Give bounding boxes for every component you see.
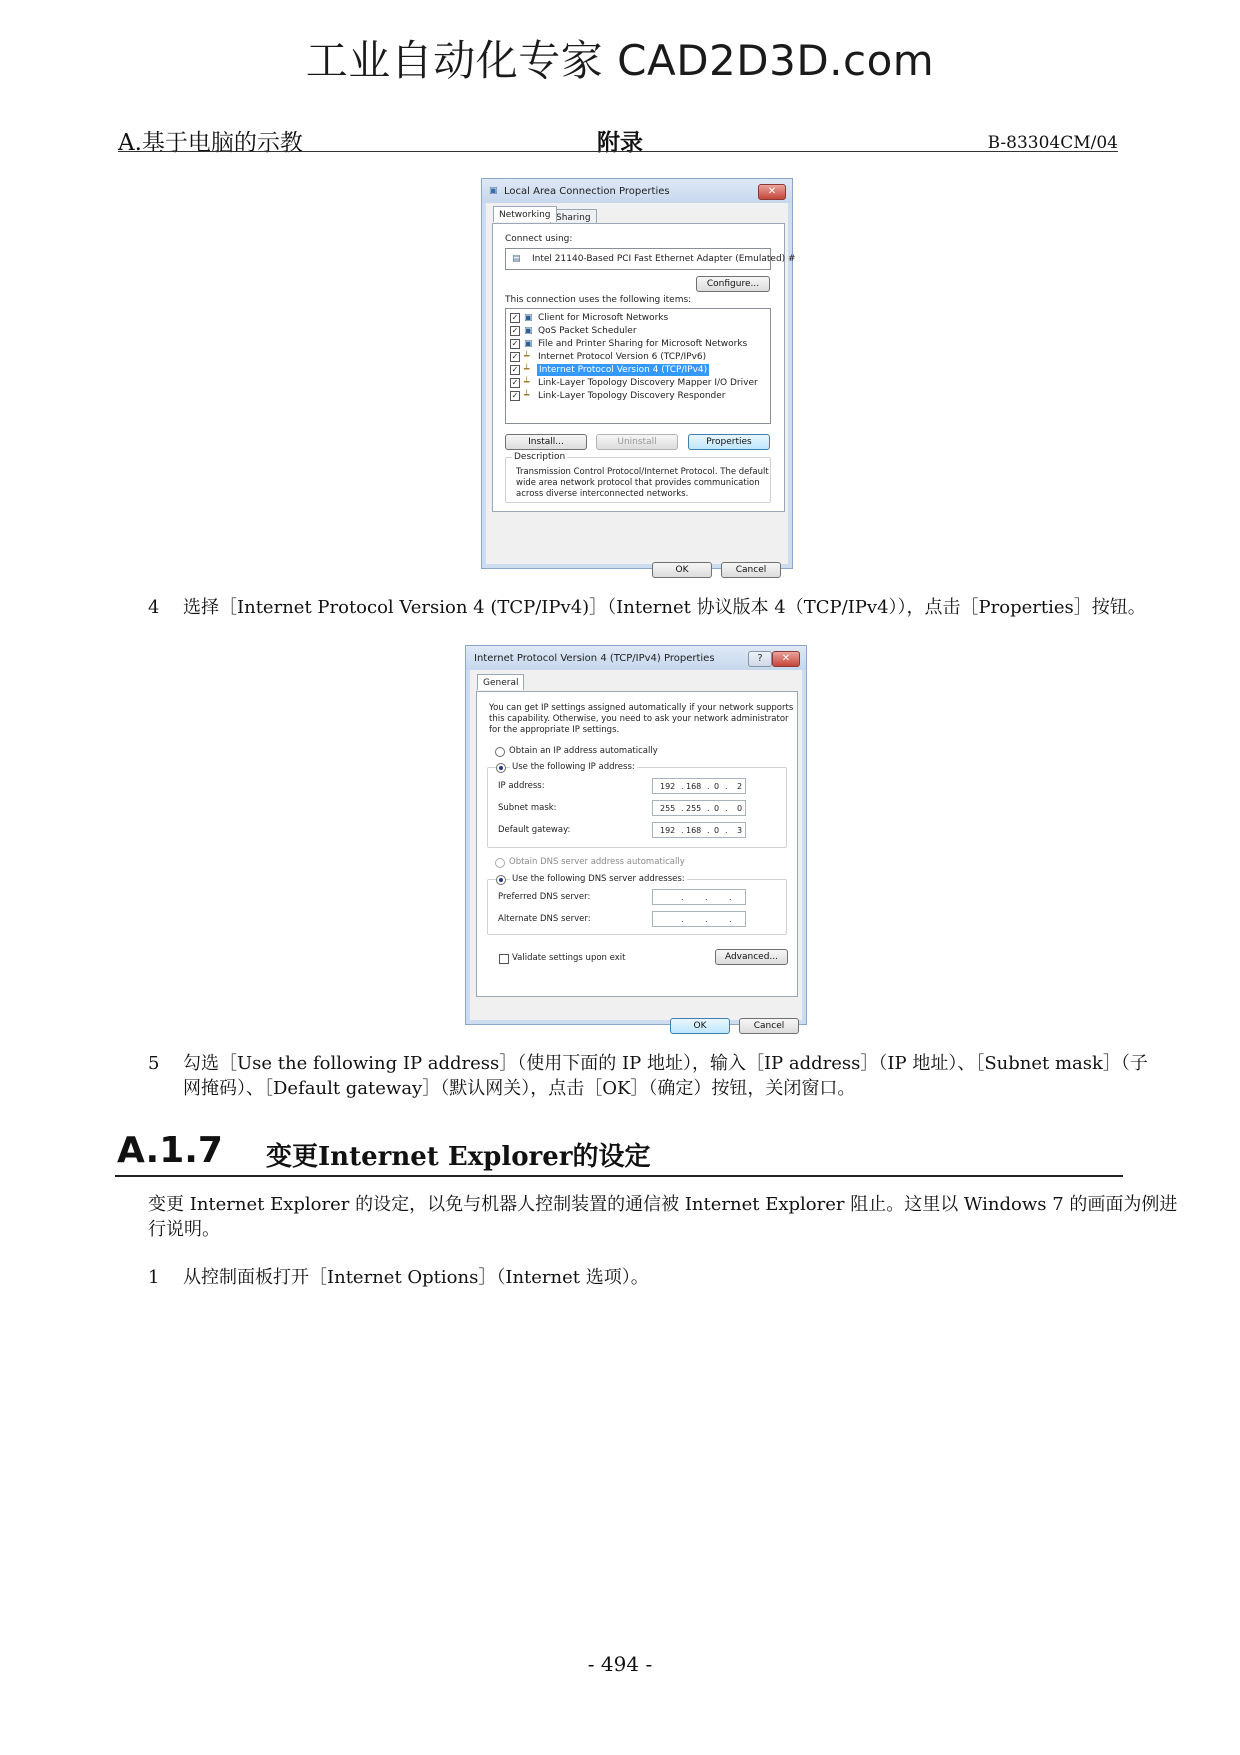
subnet-mask-field[interactable] — [652, 800, 746, 816]
check-icon[interactable]: ✓ — [511, 313, 519, 322]
ip-octet: 192 — [660, 826, 676, 835]
preferred-dns-label: Preferred DNS server: — [498, 892, 591, 902]
dialog-client — [470, 670, 802, 1031]
adapter-name: Intel 21140-Based PCI Fast Ethernet Adapter (Emulated) # — [532, 254, 796, 264]
network-client-icon: ▣ — [524, 326, 533, 336]
configure-button[interactable]: Configure... — [696, 276, 770, 292]
advanced-button[interactable]: Advanced... — [715, 949, 788, 965]
header-rule — [118, 151, 1118, 152]
items-list[interactable] — [505, 308, 771, 424]
dialog-titlebar — [466, 646, 806, 670]
ip-dot: . — [681, 826, 684, 835]
header-section: 附录 — [597, 129, 643, 156]
tab-sharing[interactable]: Sharing — [550, 209, 597, 225]
dns-group — [487, 874, 787, 935]
list-item-selected[interactable] — [510, 364, 765, 377]
ip-octet: 168 — [686, 782, 702, 791]
auto-dns-radio[interactable] — [495, 858, 505, 868]
description-label: Description — [514, 452, 566, 462]
close-icon: ✕ — [767, 186, 777, 197]
list-item[interactable] — [510, 338, 765, 351]
check-icon[interactable]: ✓ — [511, 391, 519, 400]
step-text-line1: 勾选［Use the following IP address］（使用下面的 IP 地址），输入［IP address］（IP 地址）、［Subnet mask］（子 — [183, 1053, 1148, 1074]
preferred-dns-field[interactable] — [652, 889, 746, 905]
cancel-button[interactable]: Cancel — [739, 1018, 799, 1034]
check-icon[interactable]: ✓ — [511, 339, 519, 348]
ip-octet: 0 — [714, 782, 720, 791]
intro-line: for the appropriate IP settings. — [489, 725, 620, 735]
use-ip-label: Use the following IP address: — [512, 762, 635, 772]
ip-dot: . — [705, 893, 708, 902]
check-icon[interactable]: ✓ — [511, 365, 519, 374]
protocol-icon: ┷ — [524, 391, 530, 401]
step-number: 4 — [148, 597, 160, 618]
check-icon[interactable]: ✓ — [511, 378, 519, 387]
section-paragraph-line1: 变更 Internet Explorer 的设定，以免与机器人控制装置的通信被 Internet Explorer 阻止。这里以 Windows 7 的画面为例进 — [148, 1194, 1178, 1215]
ip-octet: 0 — [714, 826, 720, 835]
help-button[interactable] — [748, 651, 772, 667]
check-icon[interactable]: ✓ — [511, 352, 519, 361]
ip-dot: . — [681, 915, 684, 924]
close-button[interactable] — [758, 184, 786, 200]
list-item[interactable] — [510, 390, 765, 403]
ip-dot: . — [705, 915, 708, 924]
ip-octet: 0 — [714, 804, 720, 813]
ok-button[interactable]: OK — [670, 1018, 730, 1034]
alternate-dns-field[interactable] — [652, 911, 746, 927]
description-line: across diverse interconnected networks. — [516, 489, 689, 499]
close-button[interactable] — [772, 651, 800, 667]
use-ip-radio[interactable] — [496, 763, 506, 773]
ip-dot: . — [729, 915, 732, 924]
ip-dot: . — [707, 782, 710, 791]
list-item[interactable] — [510, 351, 765, 364]
use-dns-label: Use the following DNS server addresses: — [512, 874, 685, 884]
auto-dns-label: Obtain DNS server address automatically — [509, 857, 685, 867]
default-gateway-label: Default gateway: — [498, 825, 571, 835]
tab-networking[interactable]: Networking — [493, 206, 557, 222]
network-client-icon: ▣ — [524, 313, 533, 323]
ip-octet: 2 — [737, 782, 743, 791]
ip-octet: 168 — [686, 826, 702, 835]
adapter-field — [505, 248, 796, 270]
header-docnum: B-83304CM/04 — [987, 133, 1118, 153]
description-line: Transmission Control Protocol/Internet Protocol. The default — [516, 467, 769, 477]
step-text: 选择［Internet Protocol Version 4 (TCP/IPv4)］（Internet 协议版本 4（TCP/IPv4）），点击［Properties］按钮。 — [183, 597, 1146, 618]
dialog-titlebar — [482, 179, 792, 203]
protocol-icon: ┷ — [524, 378, 530, 388]
description-group — [505, 452, 771, 503]
ip-dot: . — [681, 893, 684, 902]
ipv4-properties-dialog — [465, 645, 807, 1031]
connect-using-label: Connect using: — [505, 234, 573, 244]
list-item-label: Link-Layer Topology Discovery Responder — [538, 391, 726, 401]
ip-dot: . — [725, 826, 728, 835]
ip-octet: 0 — [737, 804, 743, 813]
list-item-label: Internet Protocol Version 4 (TCP/IPv4) — [539, 365, 708, 375]
default-gateway-field[interactable] — [652, 822, 746, 838]
network-client-icon: ▣ — [524, 339, 533, 349]
ip-address-group — [487, 762, 787, 848]
ip-dot: . — [681, 782, 684, 791]
ip-address-field[interactable] — [652, 778, 746, 794]
list-item[interactable] — [510, 377, 765, 390]
list-item-label: Internet Protocol Version 6 (TCP/IPv6) — [538, 352, 707, 362]
ip-dot: . — [725, 804, 728, 813]
close-icon: ✕ — [781, 653, 791, 664]
description-line: wide area network protocol that provides communication — [516, 478, 760, 488]
intro-line: this capability. Otherwise, you need to ask your network administrator — [489, 714, 789, 724]
use-dns-radio[interactable] — [496, 875, 506, 885]
uninstall-button[interactable]: Uninstall — [596, 434, 678, 450]
dialog-title: Internet Protocol Version 4 (TCP/IPv4) Properties — [474, 653, 715, 664]
page-number: - 494 - — [587, 1652, 653, 1676]
auto-ip-label: Obtain an IP address automatically — [509, 746, 658, 756]
help-icon: ? — [757, 653, 763, 664]
step-number: 5 — [148, 1053, 160, 1074]
ip-dot: . — [725, 782, 728, 791]
lan-properties-dialog — [481, 178, 796, 575]
list-item-label: QoS Packet Scheduler — [538, 326, 637, 336]
step-text: 从控制面板打开［Internet Options］（Internet 选项）。 — [183, 1267, 649, 1288]
ip-dot: . — [681, 804, 684, 813]
ip-address-label: IP address: — [498, 781, 545, 791]
ip-dot: . — [707, 826, 710, 835]
cancel-button[interactable]: Cancel — [721, 562, 781, 578]
section-paragraph-line2: 行说明。 — [148, 1219, 220, 1240]
subnet-mask-label: Subnet mask: — [498, 803, 557, 813]
protocol-icon: ┷ — [524, 352, 530, 362]
step-number: 1 — [148, 1267, 160, 1288]
list-item[interactable] — [510, 325, 765, 338]
ip-octet: 255 — [660, 804, 676, 813]
ok-button[interactable]: OK — [652, 562, 712, 578]
network-adapter-icon: ▣ — [489, 186, 498, 196]
validate-checkbox[interactable] — [499, 954, 509, 964]
ip-octet: 255 — [686, 804, 702, 813]
install-button[interactable]: Install... — [505, 434, 587, 450]
auto-ip-radio[interactable] — [495, 747, 505, 757]
networking-panel — [492, 223, 796, 512]
items-label: This connection uses the following items: — [505, 295, 692, 305]
protocol-icon: ┷ — [524, 365, 530, 375]
intro-line: You can get IP settings assigned automatically if your network supports — [489, 703, 794, 713]
watermark-text: 工业自动化专家 CAD2D3D.com — [305, 36, 935, 85]
ip-octet: 3 — [737, 826, 743, 835]
section-title: 变更Internet Explorer的设定 — [266, 1142, 651, 1172]
tab-general[interactable]: General — [477, 674, 524, 690]
list-item-label: Link-Layer Topology Discovery Mapper I/O Driver — [538, 378, 758, 388]
list-item-label: Client for Microsoft Networks — [538, 313, 669, 323]
ip-octet: 192 — [660, 782, 676, 791]
dialog-title: Local Area Connection Properties — [504, 186, 670, 197]
check-icon[interactable]: ✓ — [511, 326, 519, 335]
section-rule — [115, 1175, 1123, 1177]
step-text-line2: 网掩码）、［Default gateway］（默认网关），点击［OK］（确定）按钮，关闭窗口。 — [183, 1078, 856, 1099]
validate-label: Validate settings upon exit — [512, 953, 626, 963]
general-panel — [476, 691, 798, 997]
list-item[interactable] — [510, 312, 765, 325]
ip-dot: . — [707, 804, 710, 813]
list-item-label: File and Printer Sharing for Microsoft Networks — [538, 339, 748, 349]
properties-button[interactable]: Properties — [688, 434, 770, 450]
section-number: A.1.7 — [117, 1130, 223, 1171]
dialog-client — [486, 203, 796, 575]
alternate-dns-label: Alternate DNS server: — [498, 914, 591, 924]
network-adapter-icon: ▤ — [512, 254, 521, 264]
ip-dot: . — [729, 893, 732, 902]
header-chapter: A.基于电脑的示教 — [118, 130, 303, 156]
